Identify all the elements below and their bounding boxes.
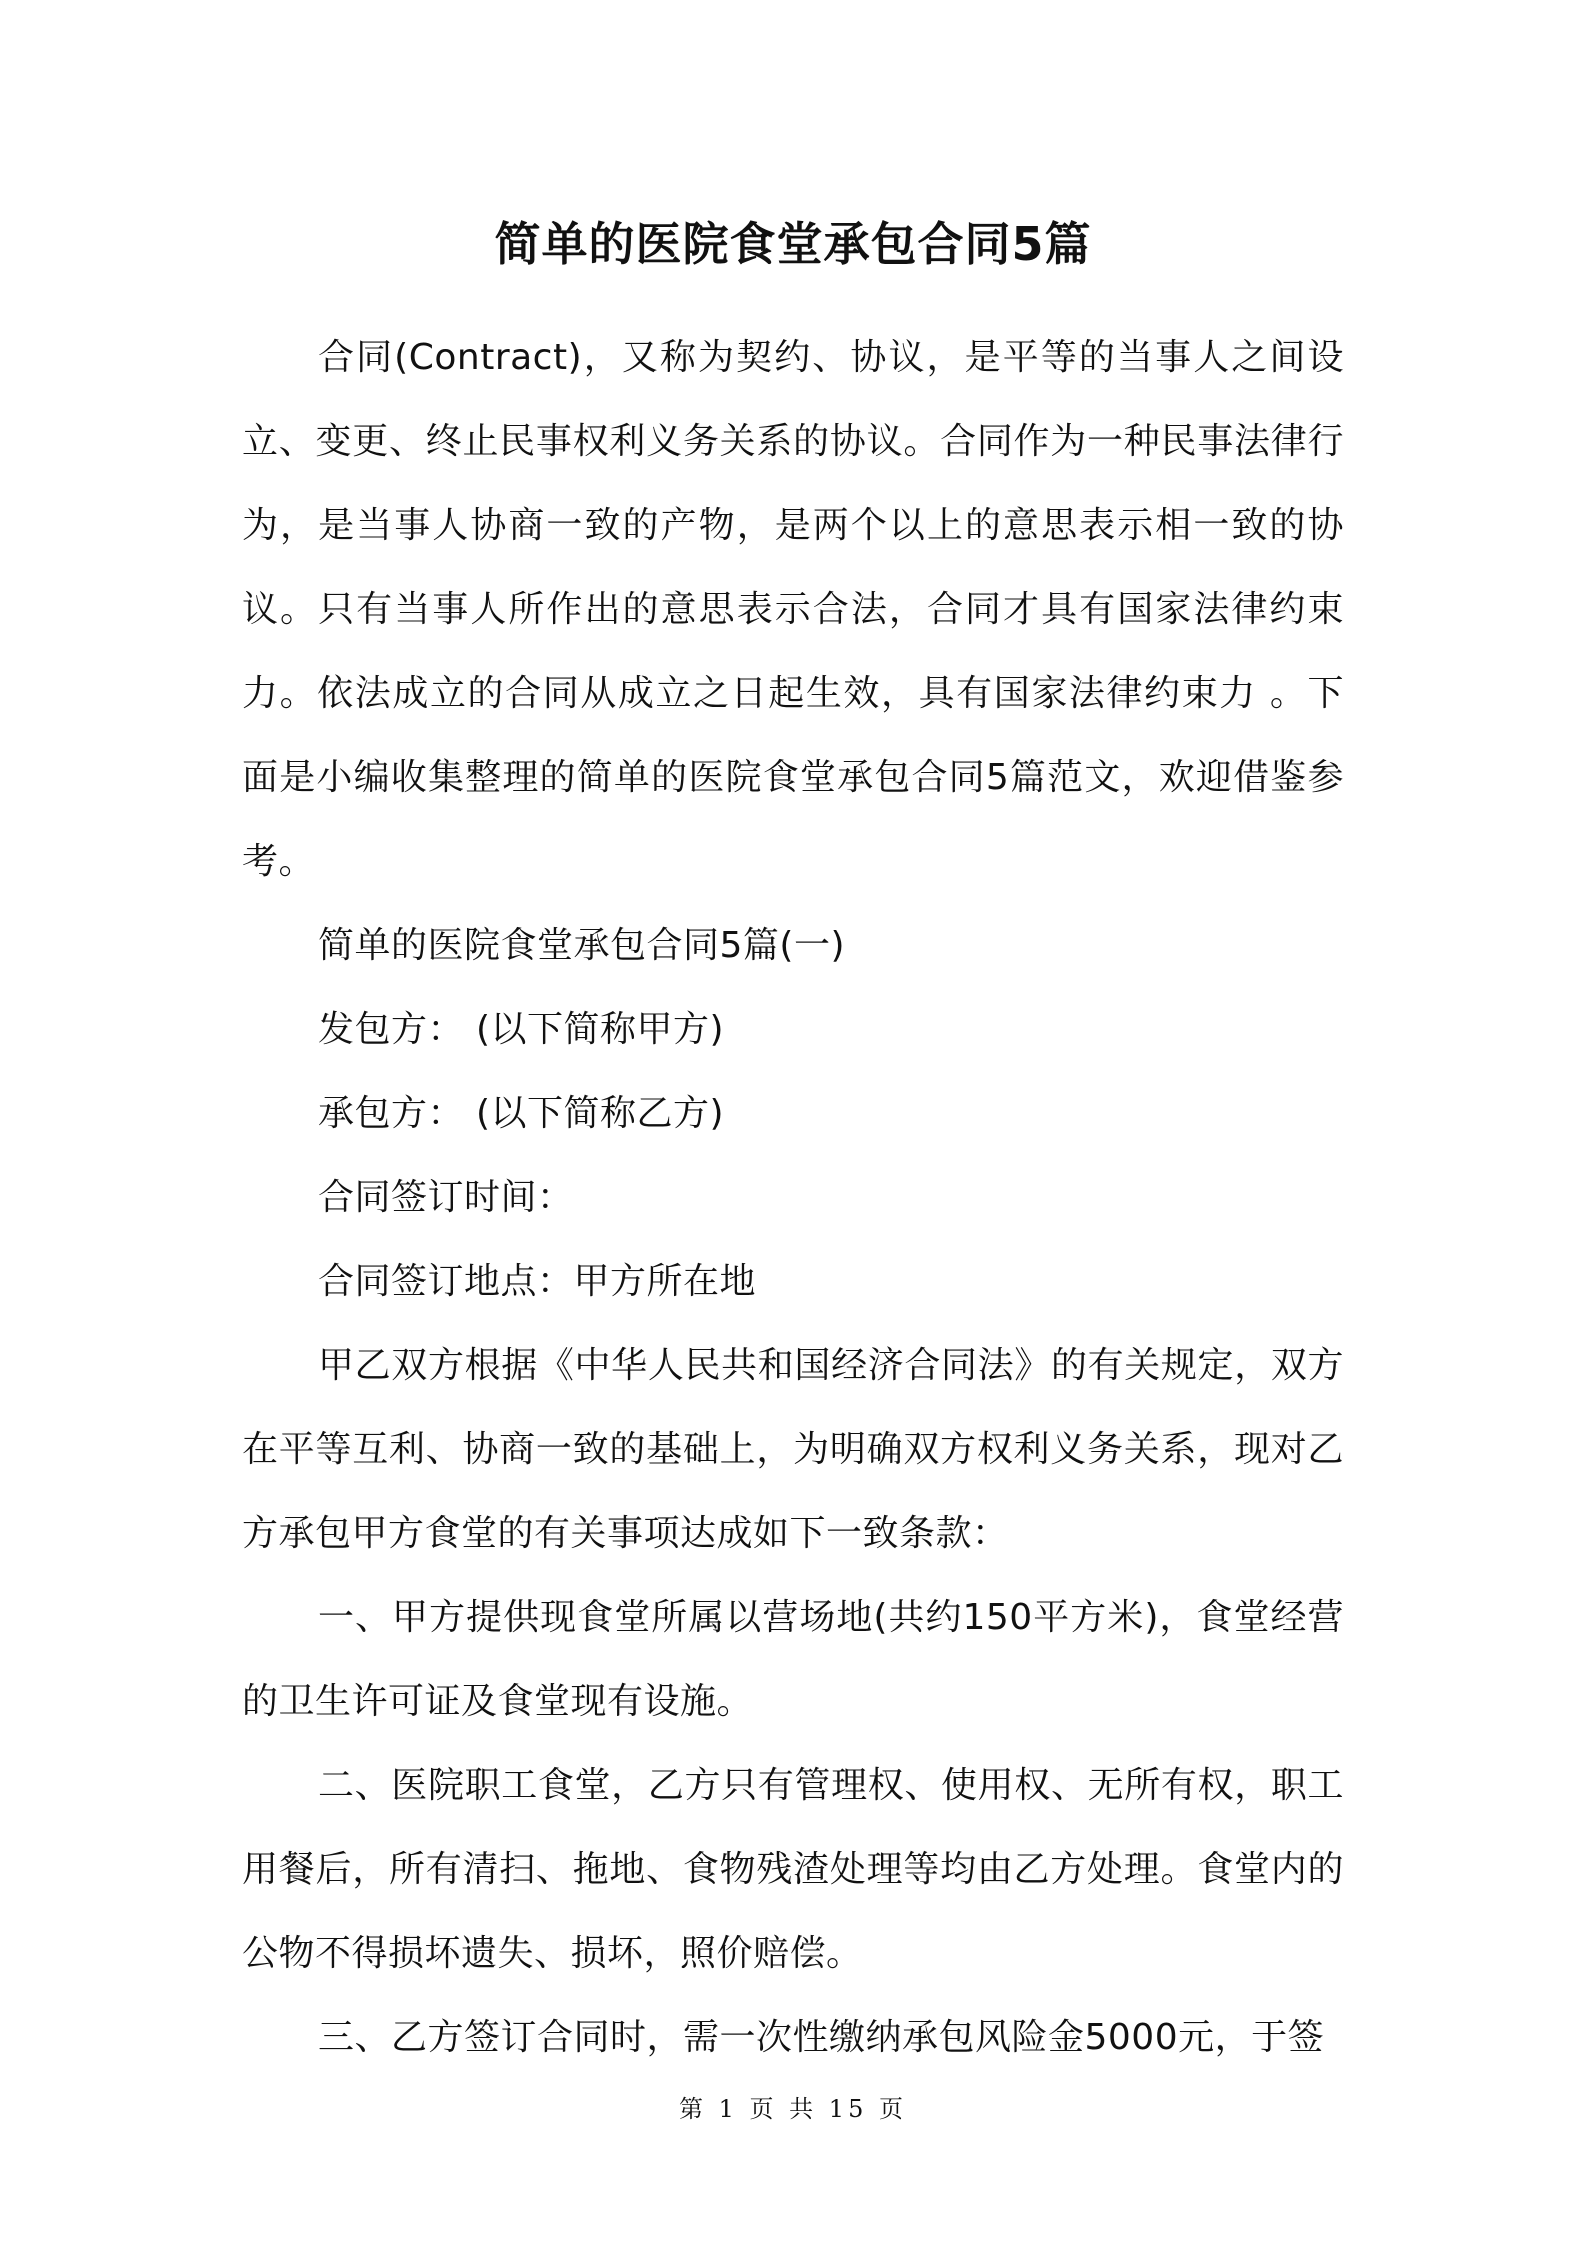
document-title: 简单的医院食堂承包合同5篇 <box>494 217 1092 271</box>
clause-1-paragraph: 一、甲方提供现食堂所属以营场地(共约150平方米)，食堂经营的卫生许可证及食堂现有设施。 <box>242 1597 1344 1722</box>
intro-paragraph: 合同(Contract)，又称为契约、协议，是平等的当事人之间设立、变更、终止民事权利义务关系的协议。合同作为一种民事法律行为，是当事人协商一致的产物，是两个以上的意思表示相一致的协议。只有当事人所作出的意思表示合法，合同才具有国家法律约束力。依法成立的合同从成立之日起生效，具有国家法律约束力 。下面是小编收集整理的简单的医院食堂承包合同5篇范文，欢迎借鉴参考。 <box>242 337 1344 882</box>
signing-place-line: 合同签订地点：甲方所在地 <box>318 1261 757 1302</box>
section-heading: 简单的医院食堂承包合同5篇(一) <box>318 925 845 966</box>
party-a-line: 发包方： (以下简称甲方) <box>318 1009 725 1050</box>
clause-2-paragraph: 二、医院职工食堂，乙方只有管理权、使用权、无所有权，职工用餐后，所有清扫、拖地、食物残渣处理等均由乙方处理。食堂内的公物不得损坏遗失、损坏，照价赔偿。 <box>242 1765 1344 1974</box>
document-body <box>242 316 1344 2080</box>
signing-time-line: 合同签订时间： <box>318 1177 574 1218</box>
party-b-line: 承包方： (以下简称乙方) <box>318 1093 725 1134</box>
preamble-paragraph: 甲乙双方根据《中华人民共和国经济合同法》的有关规定，双方在平等互利、协商一致的基础上，为明确双方权利义务关系，现对乙方承包甲方食堂的有关事项达成如下一致条款： <box>242 1345 1344 1554</box>
page-number-footer: 第 1 页 共 15 页 <box>679 2095 907 2123</box>
clause-3-paragraph: 三、乙方签订合同时，需一次性缴纳承包风险金5000元，于签 <box>318 2017 1325 2058</box>
